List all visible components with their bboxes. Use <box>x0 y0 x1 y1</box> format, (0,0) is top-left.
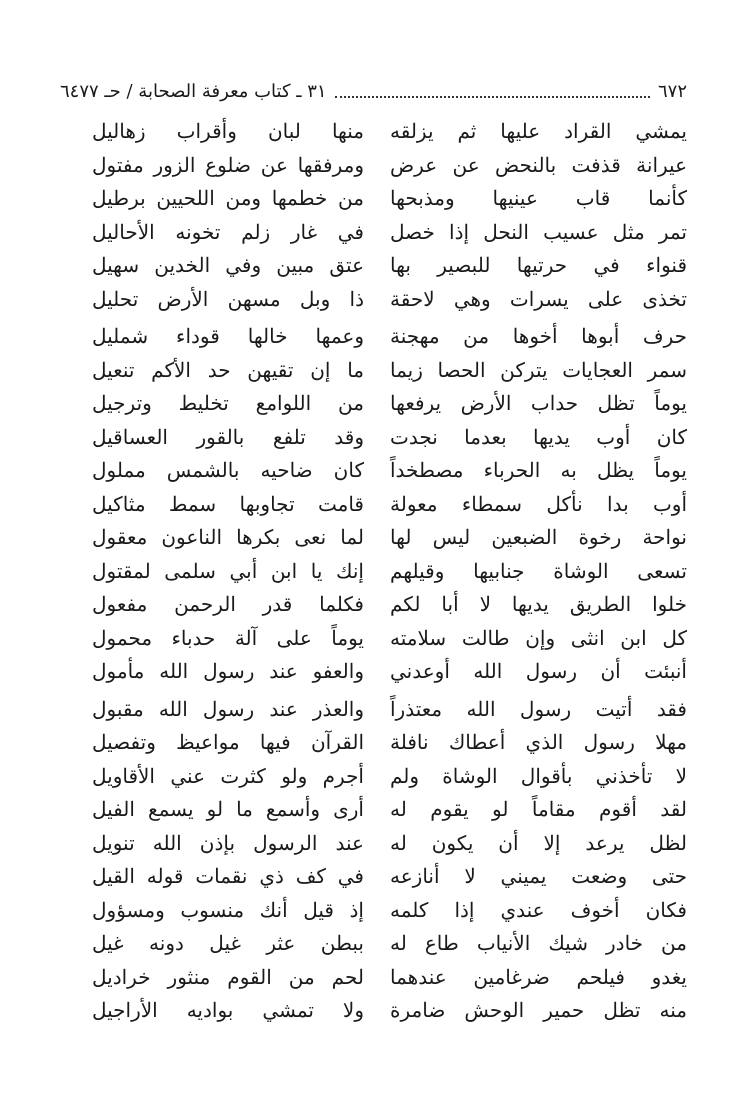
verse-line: سمر العجايات يتركن الحصا زيما <box>390 357 687 382</box>
verse-line: فقد أتيت رسول الله معتذراً <box>390 696 687 721</box>
verse-line: حتى وضعت يميني لا أنازعه <box>390 864 687 888</box>
verse-line: كان أوب يديها بعدما نجدت <box>390 424 687 449</box>
verse-line: من خادر شيك الأنياب طاع له <box>390 931 687 955</box>
verse-line: أوب بدا نأكل سمطاء معولة <box>390 491 687 516</box>
verse-line: لظل يرعد إلا أن يكون له <box>390 830 687 855</box>
page-header <box>60 76 687 106</box>
verse-line: عيرانة قذفت بالنحض عن عرض <box>390 152 687 177</box>
verse-line: وقد تلفع بالقور العساقيل <box>92 424 364 449</box>
verse-line: كل ابن انثى وإن طالت سلامته <box>390 625 687 650</box>
running-title: ٣١ ـ كتاب معرفة الصحابة / حـ ٦٤٧٧ <box>60 80 327 102</box>
page-number: ٦٧٢ <box>657 80 687 102</box>
verse-line: عتق مبين وفي الخدين سهيل <box>92 253 364 277</box>
verse-line: القرآن فيها مواعيظ وتفصيل <box>92 730 364 754</box>
verse-line: إنك يا ابن أبي سلمى لمقتول <box>92 558 364 583</box>
verse-line: إذ قيل أنك منسوب ومسؤول <box>92 897 364 922</box>
verse-line: ولا تمشي بواديه الأراجيل <box>92 998 364 1022</box>
verse-line: قامت تجاوبها سمط مثاكيل <box>92 491 364 516</box>
verse-line: من اللوامع تخليط وترجيل <box>92 391 364 415</box>
verse-line: نواحة رخوة الضبعين ليس لها <box>390 525 687 549</box>
verse-line: وعمها خالها قوداء شمليل <box>92 324 364 348</box>
verse-line: لحم من القوم منثور خراديل <box>92 964 364 989</box>
verse-line: تخذى على يسرات وهي لاحقة <box>390 286 687 311</box>
verse-line: منها لبان وأقراب زهاليل <box>92 119 364 143</box>
verse-line: أرى وأسمع ما لو يسمع الفيل <box>92 797 364 821</box>
verse-line: مهلا رسول الذي أعطاك نافلة <box>390 730 687 754</box>
verse-line: كأنما قاب عينيها ومذبحها <box>390 186 687 210</box>
verse-line: كان ضاحيه بالشمس مملول <box>92 458 364 482</box>
verse-line: أنبئت أن رسول الله أوعدني <box>390 659 687 683</box>
verse-line: في كف ذي نقمات قوله القيل <box>92 864 364 888</box>
verse-line: يمشي القراد عليها ثم يزلقه <box>390 119 687 143</box>
verse-line: ذا وبل مسهن الأرض تحليل <box>92 286 364 311</box>
verse-line: يغدو فيلحم ضرغامين عندهما <box>390 964 687 989</box>
verse-line: خلوا الطريق يديها لا أبا لكم <box>390 592 687 616</box>
verse-line: عند الرسول بإذن الله تنويل <box>92 830 364 855</box>
verse-line: يوماً يظل به الحرباء مصطخداً <box>390 458 687 482</box>
verse-line: أجرم ولو كثرت عني الأقاويل <box>92 763 364 788</box>
verse-line: يوماً تظل حداب الأرض يرفعها <box>390 391 687 415</box>
verse-line: فكلما قدر الرحمن مفعول <box>92 592 364 616</box>
verse-line: تسعى الوشاة جنابيها وقيلهم <box>390 558 687 583</box>
header-dotted-leader <box>335 84 650 98</box>
verse-line: منه تظل حمير الوحش ضامرة <box>390 998 687 1022</box>
verse-line: ما إن تقيهن حد الأكم تنعيل <box>92 357 364 382</box>
verse-line: فكان أخوف عندي إذا كلمه <box>390 897 687 922</box>
verse-line: ومرفقها عن ضلوع الزور مفتول <box>92 152 364 177</box>
verse-line: ببطن عثر غيل دونه غيل <box>92 931 364 955</box>
verse-line: في غار زلم تخونه الأحاليل <box>92 219 364 244</box>
verse-line: والعذر عند رسول الله مقبول <box>92 696 364 721</box>
verse-line: لما نعى بكرها الناعون معقول <box>92 525 364 549</box>
verse-line: لقد أقوم مقاماً لو يقوم له <box>390 797 687 821</box>
verse-line: لا تأخذني بأقوال الوشاة ولم <box>390 763 687 788</box>
verse-line: تمر مثل عسيب النحل إذا خصل <box>390 219 687 244</box>
verse-line: من خطمها ومن اللحيين برطيل <box>92 186 364 210</box>
verse-line: والعفو عند رسول الله مأمول <box>92 659 364 683</box>
verse-line: حرف أبوها أخوها من مهجنة <box>390 324 687 348</box>
verse-line: قنواء في حرتيها للبصير بها <box>390 253 687 277</box>
verse-line: يوماً على آلة حدباء محمول <box>92 625 364 650</box>
